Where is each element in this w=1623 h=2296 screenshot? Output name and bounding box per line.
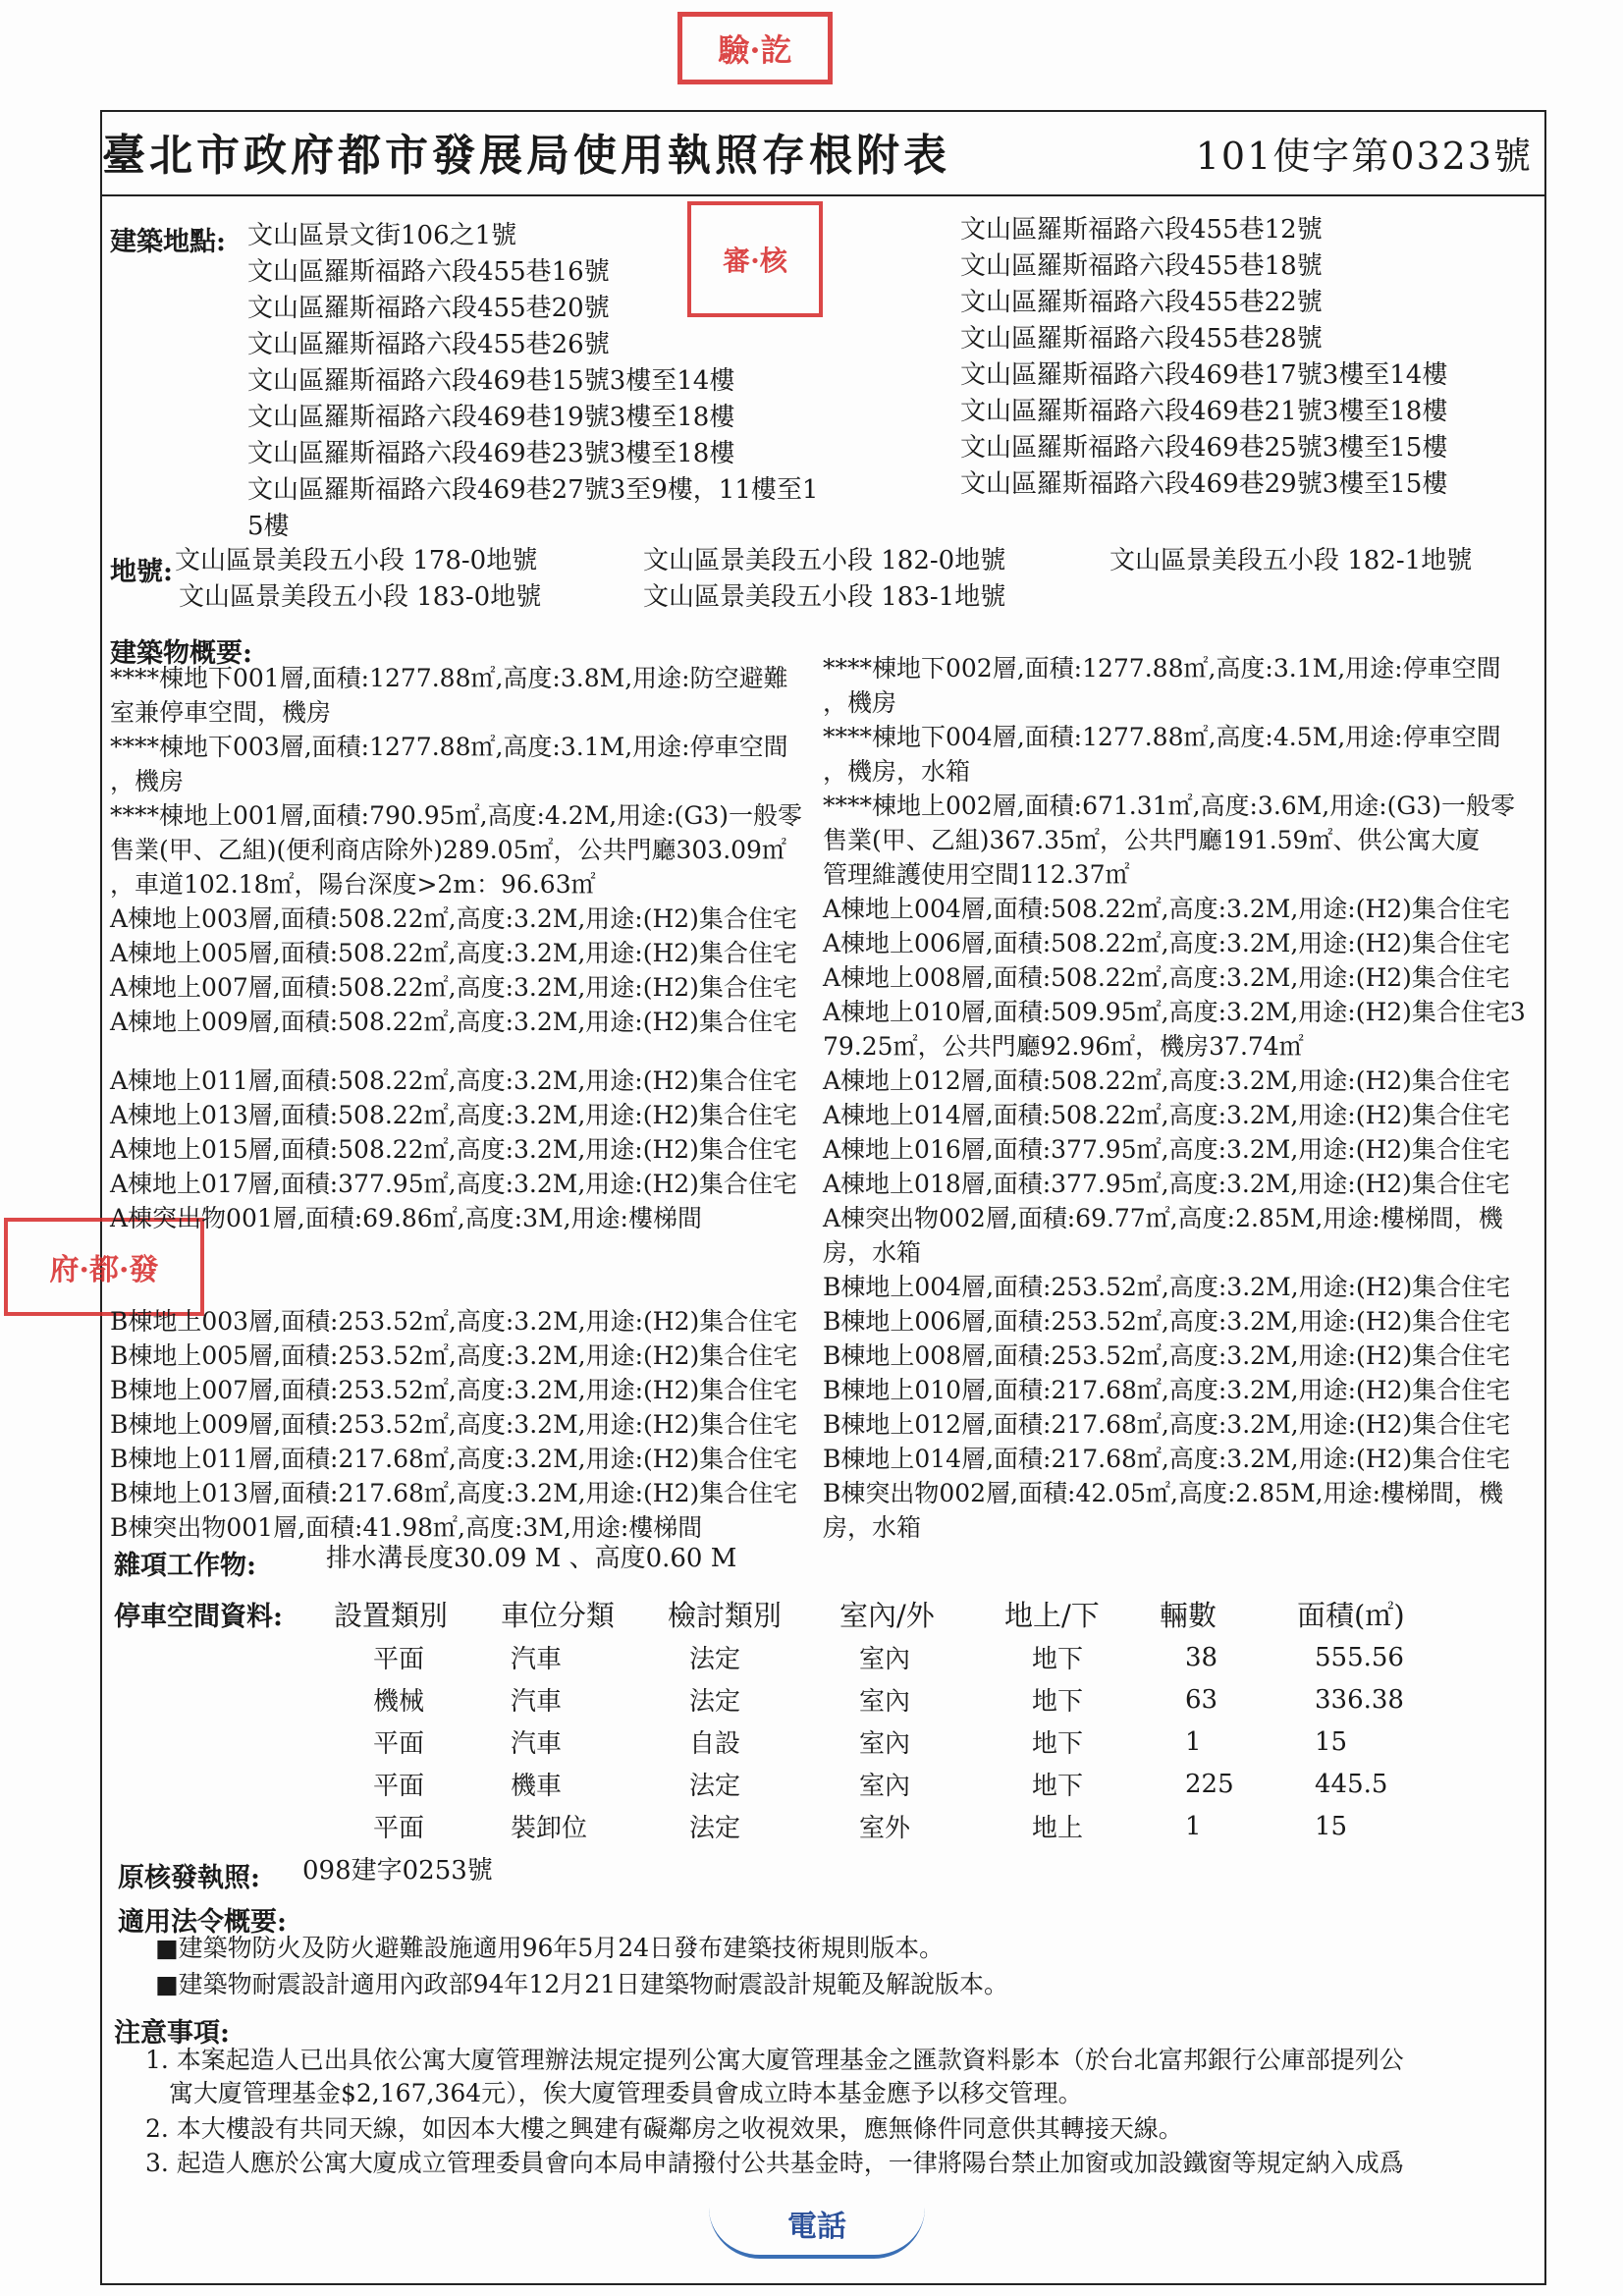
notes-label: 注意事項: [114,2018,230,2049]
summary-line: A棟地上012層,面積:508.22㎡,高度:3.2M,用途:(H2)集合住宅 [823,1066,1510,1095]
site-address: 文山區羅斯福路六段455巷18號 [960,251,1323,281]
site-address: 文山區羅斯福路六段469巷25號3樓至15樓 [960,433,1448,463]
note-item: 1. 本案起造人已出具依公寓大廈管理辦法規定提列公寓大廈管理基金之匯款資料影本（於台北富邦銀行公庫部提列公 [145,2046,1404,2074]
summary-line: ****棟地下004層,面積:1277.88㎡,高度:4.5M,用途:停車空間 [823,723,1501,751]
summary-spacer [110,1235,802,1304]
summary-right-list [823,651,1526,1545]
site-address: 文山區羅斯福路六段455巷20號 [247,294,610,323]
summary-line: A棟地上004層,面積:508.22㎡,高度:3.2M,用途:(H2)集合住宅 [823,895,1510,923]
site-address: 5樓 [247,512,290,541]
summary-line: 售業(甲、乙組)(便利商店除外)289.05㎡，公共門廳303.09㎡ [110,836,786,864]
summary-line: A棟地上008層,面積:508.22㎡,高度:3.2M,用途:(H2)集合住宅 [823,963,1510,992]
summary-line: B棟地上009層,面積:253.52㎡,高度:3.2M,用途:(H2)集合住宅 [110,1410,798,1439]
summary-line: B棟地上004層,面積:253.52㎡,高度:3.2M,用途:(H2)集合住宅 [823,1273,1511,1301]
table-cell: 汽車 [511,1687,563,1717]
summary-spacer [110,1039,802,1064]
summary-label: 建築物概要: [110,638,252,669]
summary-line: B棟地上003層,面積:253.52㎡,高度:3.2M,用途:(H2)集合住宅 [110,1307,798,1336]
table-cell: 336.38 [1315,1684,1404,1715]
table-cell: 機械 [373,1687,425,1717]
seal-stamp-center: 審·核 [687,201,823,317]
parking-label: 停車空間資料: [114,1602,283,1632]
lot-item: 文山區景美段五小段 182-1地號 [1109,546,1473,575]
parking-header: 檢討類別 [668,1598,783,1632]
summary-line: A棟地上014層,面積:508.22㎡,高度:3.2M,用途:(H2)集合住宅 [823,1101,1510,1129]
summary-line: A棟地上010層,面積:509.95㎡,高度:3.2M,用途:(H2)集合住宅3 [823,998,1526,1026]
lot-item: 文山區景美段五小段 178-0地號 [175,546,538,575]
summary-line: 售業(甲、乙組)367.35㎡，公共門廳191.59㎡、供公寓大廈 [823,826,1481,854]
summary-line: A棟地上013層,面積:508.22㎡,高度:3.2M,用途:(H2)集合住宅 [110,1101,797,1129]
seal-stamp-top: 驗·訖 [677,12,833,84]
lot-item: 文山區景美段五小段 183-1地號 [643,582,1006,612]
parking-header: 車位分類 [501,1598,616,1632]
table-cell: 汽車 [511,1729,563,1759]
summary-line: 房，水箱 [823,1238,922,1267]
summary-line: ****棟地上002層,面積:671.31㎡,高度:3.6M,用途:(G3)一般零 [823,792,1516,820]
summary-line: A棟地上003層,面積:508.22㎡,高度:3.2M,用途:(H2)集合住宅 [110,904,797,933]
note-item: 2. 本大樓設有共同天線，如因本大樓之興建有礙鄰房之收視效果，應無條件同意供其轉接天線。 [145,2114,1183,2143]
table-cell: 法定 [689,1687,741,1717]
site-address: 文山區羅斯福路六段469巷29號3樓至15樓 [960,469,1448,499]
site-address: 文山區羅斯福路六段469巷15號3樓至14樓 [247,366,735,396]
table-cell: 裝卸位 [511,1814,588,1843]
summary-left-list [110,661,802,1545]
table-row [334,1636,1444,1678]
table-cell: 法定 [689,1645,741,1674]
summary-line: ****棟地下003層,面積:1277.88㎡,高度:3.1M,用途:停車空間 [110,733,788,761]
summary-line: ，機房 [110,767,185,795]
summary-line: A棟地上018層,面積:377.95㎡,高度:3.2M,用途:(H2)集合住宅 [823,1170,1510,1198]
summary-line: A棟突出物001層,面積:69.86㎡,高度:3M,用途:樓梯間 [110,1204,702,1232]
site-address: 文山區羅斯福路六段469巷27號3至9樓，11樓至1 [247,475,819,505]
parking-header-row [334,1591,1444,1636]
table-cell: 平面 [373,1772,425,1801]
site-address: 文山區羅斯福路六段469巷17號3樓至14樓 [960,360,1448,390]
parking-header: 地上/下 [1004,1598,1100,1632]
summary-line: B棟地上008層,面積:253.52㎡,高度:3.2M,用途:(H2)集合住宅 [823,1341,1511,1370]
original-permit-label: 原核發執照: [118,1863,260,1893]
page-title: 臺北市政府都市發展局使用執照存根附表 [102,131,950,181]
site-address: 文山區羅斯福路六段455巷26號 [247,330,610,359]
summary-line: A棟地上007層,面積:508.22㎡,高度:3.2M,用途:(H2)集合住宅 [110,973,797,1002]
summary-line: A棟地上009層,面積:508.22㎡,高度:3.2M,用途:(H2)集合住宅 [110,1008,797,1036]
summary-line: B棟地上011層,面積:217.68㎡,高度:3.2M,用途:(H2)集合住宅 [110,1445,798,1473]
summary-line: B棟地上010層,面積:217.68㎡,高度:3.2M,用途:(H2)集合住宅 [823,1376,1511,1404]
table-cell: 平面 [373,1729,425,1759]
law-item: ■建築物防火及防火避難設施適用96年5月24日發布建築技術規則版本。 [155,1934,945,1962]
summary-line: 房，水箱 [823,1513,922,1542]
site-address: 文山區羅斯福路六段455巷22號 [960,288,1323,317]
site-address: 文山區羅斯福路六段469巷19號3樓至18樓 [247,403,735,432]
summary-line: ，機房 [823,688,897,717]
parking-header: 輛數 [1160,1598,1217,1632]
summary-line: A棟地上006層,面積:508.22㎡,高度:3.2M,用途:(H2)集合住宅 [823,929,1510,957]
table-cell: 地下 [1032,1729,1084,1759]
table-cell: 地下 [1032,1645,1084,1674]
table-cell: 法定 [689,1814,741,1843]
table-cell: 法定 [689,1772,741,1801]
table-cell: 平面 [373,1814,425,1843]
table-cell: 室內 [859,1645,911,1674]
title-divider [100,194,1546,196]
site-address: 文山區羅斯福路六段455巷28號 [960,324,1323,354]
site-address: 文山區景文街106之1號 [247,221,517,250]
summary-line: ****棟地上001層,面積:790.95㎡,高度:4.2M,用途:(G3)一般零 [110,801,803,830]
table-cell: 1 [1185,1726,1202,1757]
table-row [334,1763,1444,1805]
table-cell: 地下 [1032,1687,1084,1717]
parking-table [334,1591,1444,1847]
site-left-list [247,218,818,545]
site-address: 文山區羅斯福路六段469巷23號3樓至18樓 [247,439,735,468]
parking-header: 室內/外 [839,1598,935,1632]
table-cell: 自設 [689,1729,741,1759]
summary-line: ****棟地下002層,面積:1277.88㎡,高度:3.1M,用途:停車空間 [823,654,1501,683]
table-cell: 室內 [859,1772,911,1801]
summary-line: A棟地上017層,面積:377.95㎡,高度:3.2M,用途:(H2)集合住宅 [110,1170,797,1198]
site-address: 文山區羅斯福路六段455巷12號 [960,215,1323,245]
table-cell: 38 [1185,1642,1218,1672]
table-cell: 平面 [373,1645,425,1674]
summary-line: 室兼停車空間，機房 [110,698,332,727]
table-cell: 63 [1185,1684,1218,1715]
original-permit-value: 098建字0253號 [302,1856,493,1886]
table-cell: 555.56 [1315,1642,1404,1672]
summary-line: 79.25㎡，公共門廳92.96㎡，機房37.74㎡ [823,1032,1304,1061]
table-cell: 225 [1185,1769,1234,1799]
summary-line: ，車道102.18㎡，陽台深度>2m：96.63㎡ [110,870,596,899]
table-cell: 15 [1315,1811,1348,1841]
site-label: 建築地點: [110,227,226,257]
lots-label: 地號: [110,557,173,587]
table-cell: 15 [1315,1726,1348,1757]
parking-header: 設置類別 [334,1598,449,1632]
summary-line: A棟地上016層,面積:377.95㎡,高度:3.2M,用途:(H2)集合住宅 [823,1135,1510,1164]
summary-line: B棟地上012層,面積:217.68㎡,高度:3.2M,用途:(H2)集合住宅 [823,1410,1511,1439]
summary-line: A棟突出物002層,面積:69.77㎡,高度:2.85M,用途:樓梯間，機 [823,1204,1503,1232]
summary-line: B棟地上007層,面積:253.52㎡,高度:3.2M,用途:(H2)集合住宅 [110,1376,798,1404]
table-cell: 地上 [1032,1814,1084,1843]
table-cell: 汽車 [511,1645,563,1674]
lot-item: 文山區景美段五小段 183-0地號 [179,582,542,612]
table-cell: 地下 [1032,1772,1084,1801]
table-cell: 室外 [859,1814,911,1843]
table-cell: 445.5 [1315,1769,1388,1799]
note-item: 寓大廈管理基金$2,167,364元），俟大廈管理委員會成立時本基金應予以移交管理。 [169,2079,1083,2107]
summary-line: ****棟地下001層,面積:1277.88㎡,高度:3.8M,用途:防空避難 [110,664,788,692]
table-row [334,1721,1444,1763]
summary-line: 管理維護使用空間112.37㎡ [823,860,1130,889]
seal-stamp-left: 府·都·發 [4,1218,204,1316]
misc-label: 雜項工作物: [114,1551,256,1581]
table-row [334,1678,1444,1721]
law-label: 適用法令概要: [118,1907,287,1938]
phone-stamp: 電話 [709,2208,925,2259]
law-item: ■建築物耐震設計適用內政部94年12月21日建築物耐震設計規範及解說版本。 [155,1970,1009,1998]
summary-line: B棟突出物001層,面積:41.98㎡,高度:3M,用途:樓梯間 [110,1513,703,1542]
lot-item: 文山區景美段五小段 182-0地號 [643,546,1006,575]
summary-line: B棟地上014層,面積:217.68㎡,高度:3.2M,用途:(H2)集合住宅 [823,1445,1511,1473]
permit-number: 101使字第0323號 [1195,135,1533,178]
summary-line: B棟地上006層,面積:253.52㎡,高度:3.2M,用途:(H2)集合住宅 [823,1307,1511,1336]
summary-line: B棟地上005層,面積:253.52㎡,高度:3.2M,用途:(H2)集合住宅 [110,1341,798,1370]
table-cell: 1 [1185,1811,1202,1841]
table-cell: 室內 [859,1729,911,1759]
summary-line: B棟突出物002層,面積:42.05㎡,高度:2.85M,用途:樓梯間，機 [823,1479,1504,1507]
parking-header: 面積(㎡) [1297,1598,1405,1632]
table-cell: 室內 [859,1687,911,1717]
summary-line: A棟地上011層,面積:508.22㎡,高度:3.2M,用途:(H2)集合住宅 [110,1066,797,1095]
site-address: 文山區羅斯福路六段469巷21號3樓至18樓 [960,397,1448,426]
site-address: 文山區羅斯福路六段455巷16號 [247,257,610,287]
summary-line: A棟地上015層,面積:508.22㎡,高度:3.2M,用途:(H2)集合住宅 [110,1135,797,1164]
table-row [334,1805,1444,1847]
site-right-list [960,212,1447,503]
note-item: 3. 起造人應於公寓大廈成立管理委員會向本局申請撥付公共基金時，一律將陽台禁止加窗或加設鐵窗等規定納入成爲 [145,2149,1404,2177]
summary-line: A棟地上005層,面積:508.22㎡,高度:3.2M,用途:(H2)集合住宅 [110,939,797,967]
misc-value: 排水溝長度30.09 M 、高度0.60 M [326,1544,737,1573]
summary-line: ，機房，水箱 [823,757,971,786]
table-cell: 機車 [511,1772,563,1801]
summary-line: B棟地上013層,面積:217.68㎡,高度:3.2M,用途:(H2)集合住宅 [110,1479,798,1507]
